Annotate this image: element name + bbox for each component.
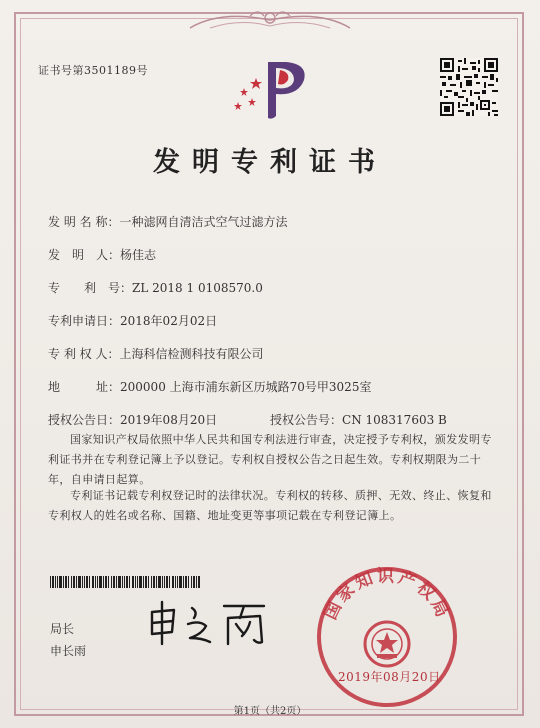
patentee-label: 专 利 权 人： [48, 347, 120, 361]
filing-date-value: 2018年02月02日 [120, 314, 218, 328]
grant-number-row [270, 411, 447, 428]
patent-number-row [48, 279, 263, 296]
certificate-paragraph-1: 国家知识产权局依照中华人民共和国专利法进行审查，决定授予专利权，颁发发明专利证书并在专利登记簿上予以登记。专利权自授权公告之日起生效。专利权期限为二十年，自申请日起算。 [48, 433, 492, 486]
invention-name-label: 发 明 名 称： [48, 215, 120, 229]
barcode-icon [50, 576, 200, 588]
official-seal [312, 562, 462, 712]
address-label: 地 址： [48, 380, 121, 394]
address-value: 200000 上海市浦东新区历城路70号甲3025室 [120, 380, 372, 394]
grant-date-row [48, 411, 217, 428]
address-row [48, 378, 371, 395]
certificate-number: 证书号第3501189号 [38, 64, 148, 77]
director-title: 局长 [50, 622, 75, 636]
grant-date-value: 2019年08月20日 [120, 413, 218, 427]
invention-name-value: 一种滤网自清洁式空气过滤方法 [119, 215, 288, 229]
patent-number-label: 专 利 号： [48, 281, 133, 295]
certificate-paragraph-2: 专利证书记载专利权登记时的法律状况。专利权的转移、质押、无效、终止、恢复和专利权人的姓名或名称、国籍、地址变更等事项记载在专利登记簿上。 [48, 489, 492, 522]
seal-date: 2019年08月20日 [338, 670, 441, 684]
patentee-value: 上海科信检测科技有限公司 [119, 347, 264, 361]
invention-name-row [48, 213, 287, 230]
patentee-row [48, 345, 263, 362]
grant-number-value: CN 108317603 B [342, 413, 447, 427]
inventor-label: 发 明 人： [48, 248, 121, 262]
page-number: 第1页（共2页） [233, 706, 307, 717]
svg-text:国家知识产权局: 国家知识产权局 [320, 566, 454, 623]
patent-office-logo-icon [228, 58, 314, 124]
director-name: 申长雨 [50, 644, 87, 658]
qr-code-icon [440, 58, 498, 116]
page-title: 发明专利证书 [153, 147, 387, 178]
inventor-row [48, 246, 156, 263]
top-ornament-icon [180, 6, 360, 34]
grant-number-label: 授权公告号： [270, 413, 343, 427]
handwritten-signature [140, 598, 280, 648]
grant-date-label: 授权公告日： [48, 413, 121, 427]
inventor-value: 杨佳志 [120, 248, 157, 262]
filing-date-row [48, 312, 217, 329]
patent-number-value: ZL 2018 1 0108570.0 [132, 281, 263, 295]
filing-date-label: 专利申请日： [48, 314, 121, 328]
